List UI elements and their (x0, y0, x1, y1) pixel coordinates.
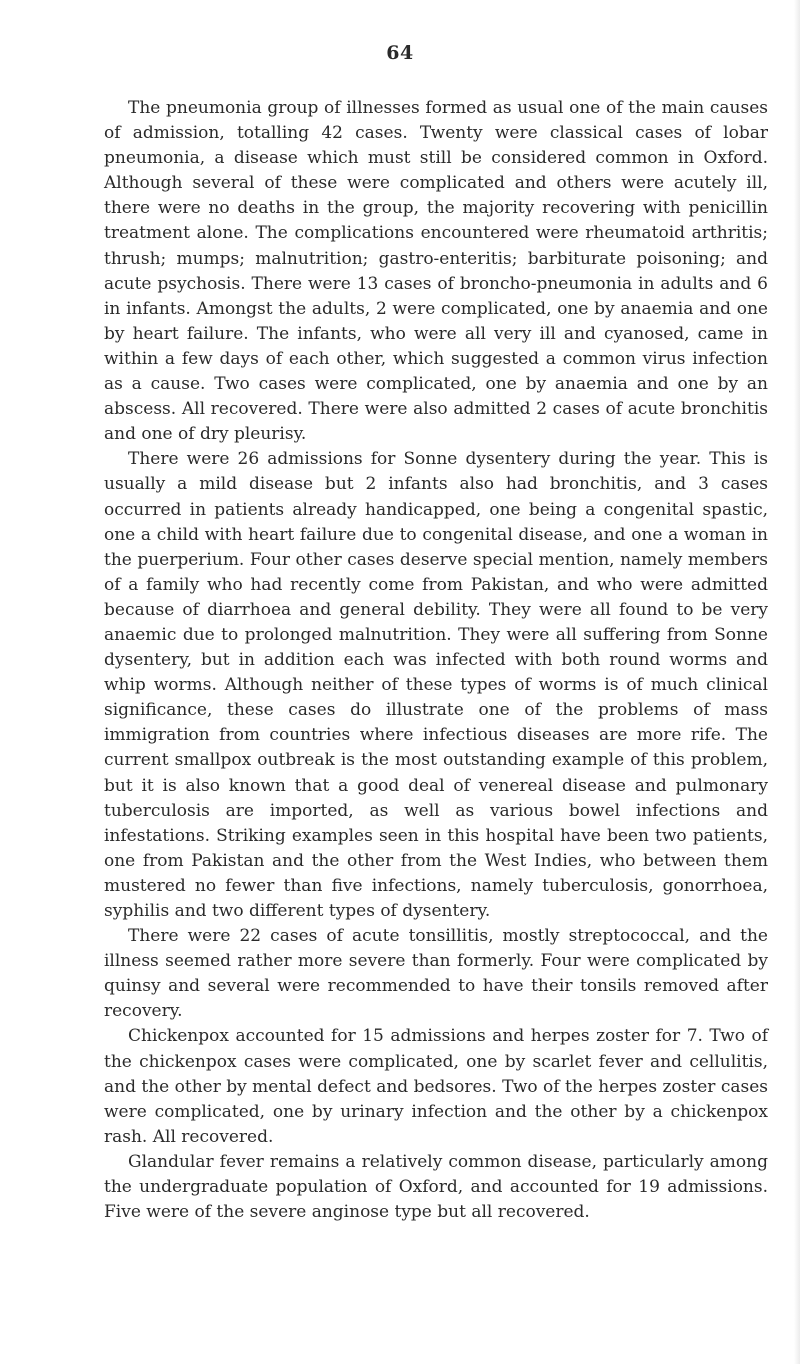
page-edge-shadow (794, 0, 800, 1364)
paragraph-tonsillitis: There were 22 cases of acute tonsillitis, mostly streptococcal, and the illness seemed rather more severe than formerly. Four were complicated by quinsy and several were recommended to have their tonsils removed after recovery. (104, 926, 768, 1022)
body-text (104, 96, 768, 1225)
paragraph-chickenpox: Chickenpox accounted for 15 admissions and herpes zoster for 7. Two of the chickenpox cases were complicated, one by scarlet fever and cellulitis, and the other by mental defect and bedsores. Two of the herpes zoster cases were complicated, one by urinary infection and the other by a chickenpox rash. All recovered. (104, 1026, 768, 1147)
paragraph-pneumonia: The pneumonia group of illnesses formed as usual one of the main causes of admission, totalling 42 cases. Twenty were classical cases of lobar pneumonia, a disease which must still be considered common in Oxford. Although several of these were complicated and others were acutely ill, there were no deaths in the group, the majority recovering with penicillin treatment alone. The complications encountered were rheumatoid arthritis; thrush; mumps; malnutrition; gastro-enteritis; barbiturate poisoning; and acute psychosis. There were 13 cases of broncho-pneumonia in adults and 6 in infants. Amongst the adults, 2 were complicated, one by anaemia and one by heart failure. The infants, who were all very ill and cyanosed, came in within a few days of each other, which suggested a common virus infection as a cause. Two cases were complicated, one by anaemia and one by an abscess. All recovered. There were also admitted 2 cases of acute bronchitis and one of dry pleurisy. (104, 98, 768, 445)
page-number: 64 (386, 42, 414, 64)
paragraph-glandular-fever: Glandular fever remains a relatively common disease, particularly among the undergraduate population of Oxford, and accounted for 19 admissions. Five were of the severe anginose type but all recovered. (104, 1151, 768, 1223)
paragraph-dysentery: There were 26 admissions for Sonne dysentery during the year. This is usually a mild disease but 2 infants also had bronchitis, and 3 cases occurred in patients already handicapped, one being a congenital spastic, one a child with heart failure due to congenital disease, and one a woman in the puerperium. Four other cases deserve special mention, namely members of a family who had recently come from Pakistan, and who were admitted because of diarrhoea and general debility. They were all found to be very anaemic due to prolonged malnutrition. They were all suffering from Sonne dysentery, but in addition each was infected with both round worms and whip worms. Although neither of these types of worms is of much clinical significance, these cases do illustrate one of the problems of mass immigration from countries where infectious diseases are more rife. The current smallpox outbreak is the most outstanding example of this problem, but it is also known that a good deal of venereal disease and pulmonary tuberculosis are imported, as well as various bowel infections and infestations. Striking examples seen in this hospital have been two patients, one from Pakistan and the other from the West Indies, who between them mustered no fewer than five infections, namely tuberculosis, gonorrhoea, syphilis and two different types of dysentery. (104, 449, 768, 921)
